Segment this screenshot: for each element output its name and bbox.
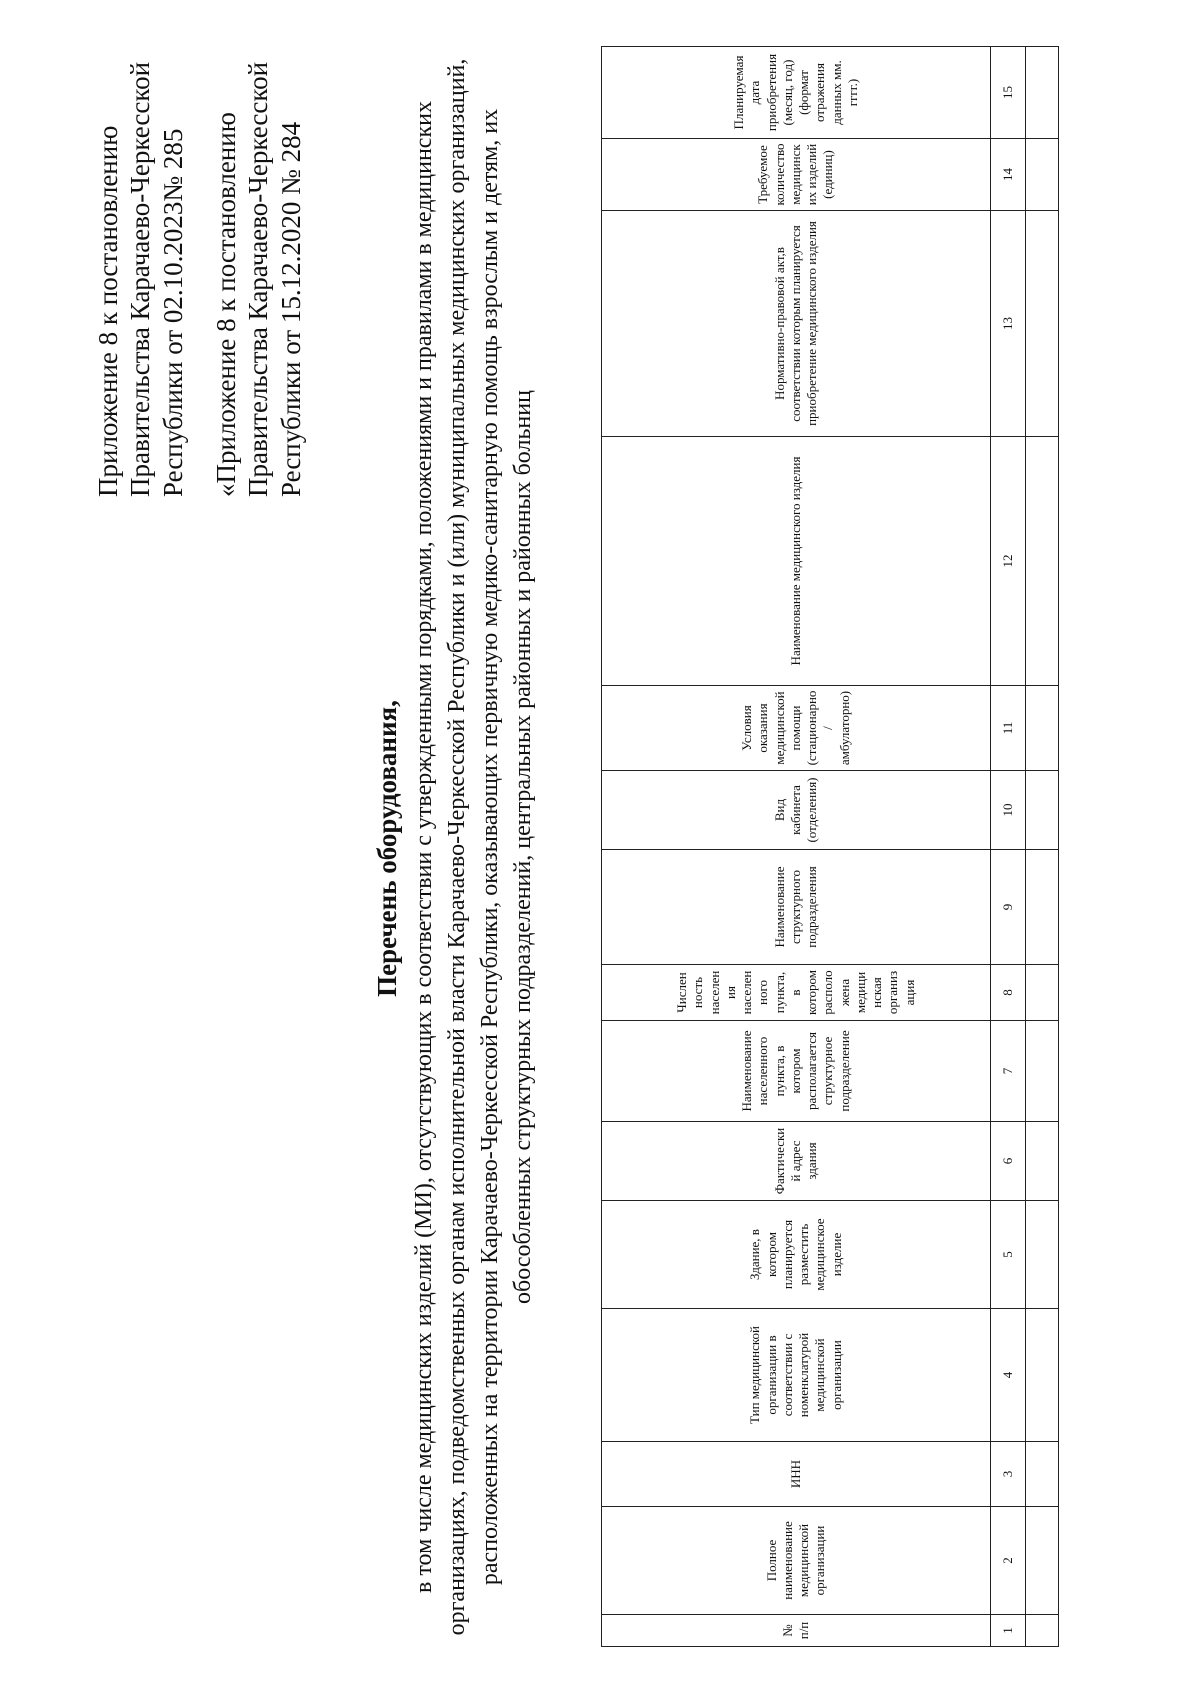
table-cell <box>1026 211 1059 437</box>
column-number: 7 <box>991 1021 1026 1122</box>
table-cell <box>1026 139 1059 211</box>
column-number: 12 <box>991 437 1026 686</box>
column-number: 6 <box>991 1122 1026 1201</box>
header-planned-date: Планируемая дата приобретения (месяц, год) (формат отражения данных мм. гггг.) <box>602 47 991 139</box>
column-number: 15 <box>991 47 1026 139</box>
column-number: 3 <box>991 1442 1026 1507</box>
header-structural-unit: Наименование структурного подразделения <box>602 850 991 965</box>
appendix-line: Приложение 8 к постановлению <box>93 125 123 497</box>
table-cell <box>1026 1309 1059 1442</box>
table-cell <box>1026 771 1059 850</box>
header-actual-address: Фактический адрес здания <box>602 1122 991 1201</box>
header-settlement-name: Наименование населенного пункта, в котором располагается структурное подразделение <box>602 1021 991 1122</box>
header-required-quantity: Требуемое количество медицинских изделий (единиц) <box>602 139 991 211</box>
column-number: 10 <box>991 771 1026 850</box>
table-cell <box>1026 1201 1059 1309</box>
document-title: Перечень оборудования, <box>372 700 402 997</box>
table-cell <box>1026 1615 1059 1647</box>
table-cell <box>1026 1021 1059 1122</box>
table-cell <box>1026 47 1059 139</box>
header-legal-act: Нормативно-правовой акт,в соответствии которым планируется приобретение медицинского изделия <box>602 211 991 437</box>
appendix-line: «Приложение 8 к постановлению <box>211 112 241 497</box>
equipment-table <box>601 46 1059 1647</box>
table-cell <box>1026 437 1059 686</box>
table-column-number-row <box>991 47 1026 1647</box>
column-number: 5 <box>991 1201 1026 1309</box>
column-number: 2 <box>991 1507 1026 1615</box>
column-number: 14 <box>991 139 1026 211</box>
table-cell <box>1026 1122 1059 1201</box>
document-subtitle: в том числе медицинских изделий (МИ), отсутствующих в соответствии с утвержденными порядками, положениями и правилами в медицинских организациях, подведомственных органам исполнительной власти Карачаево-Черкесской Республики и (или) муниципальных медицинских организаций, расположенных на территории Карачаево-Черкесской Республики, оказывающих первичную медико-санитарную помощь взрослым и детям, их обособленных структурных подразделений, центральных районных и районных больниц <box>411 58 536 1636</box>
table-header-row <box>602 47 991 1647</box>
header-cabinet-type: Вид кабинета (отделения) <box>602 771 991 850</box>
header-building: Здание, в котором планируется разместить медицинское изделие <box>602 1201 991 1309</box>
appendix-line: Правительства Карачаево-Черкесской <box>243 61 274 497</box>
header-device-name: Наименование медицинского изделия <box>602 437 991 686</box>
column-number: 11 <box>991 686 1026 771</box>
appendix-line: Республики от 15.12.2020 № 284 <box>275 121 306 497</box>
column-number: 13 <box>991 211 1026 437</box>
table-cell <box>1026 965 1059 1021</box>
header-inn: ИНН <box>602 1442 991 1507</box>
header-row-number: № п/п <box>602 1615 991 1647</box>
table-cell <box>1026 1442 1059 1507</box>
appendix-line: Правительства Карачаево-Черкесской <box>125 61 156 497</box>
table-cell <box>1026 1507 1059 1615</box>
column-number: 4 <box>991 1309 1026 1442</box>
table-row <box>1026 47 1059 1647</box>
appendix-reference-current <box>92 57 189 497</box>
column-number: 8 <box>991 965 1026 1021</box>
table-cell <box>1026 850 1059 965</box>
header-organization-name: Полное наименование медицинской организации <box>602 1507 991 1615</box>
column-number: 9 <box>991 850 1026 965</box>
header-organization-type: Тип медицинской организации в соответствии с номенклатурой медицинской организации <box>602 1309 991 1442</box>
header-settlement-population: Численность населения населенного пункта, в котором расположена медицинская организация <box>602 965 991 1021</box>
appendix-line: Республики от 02.10.2023№ 285 <box>157 128 188 497</box>
appendix-reference-previous <box>210 57 307 497</box>
column-number: 1 <box>991 1615 1026 1647</box>
header-care-conditions: Условия оказания медицинской помощи (стационарно/амбулаторно) <box>602 686 991 771</box>
table-cell <box>1026 686 1059 771</box>
